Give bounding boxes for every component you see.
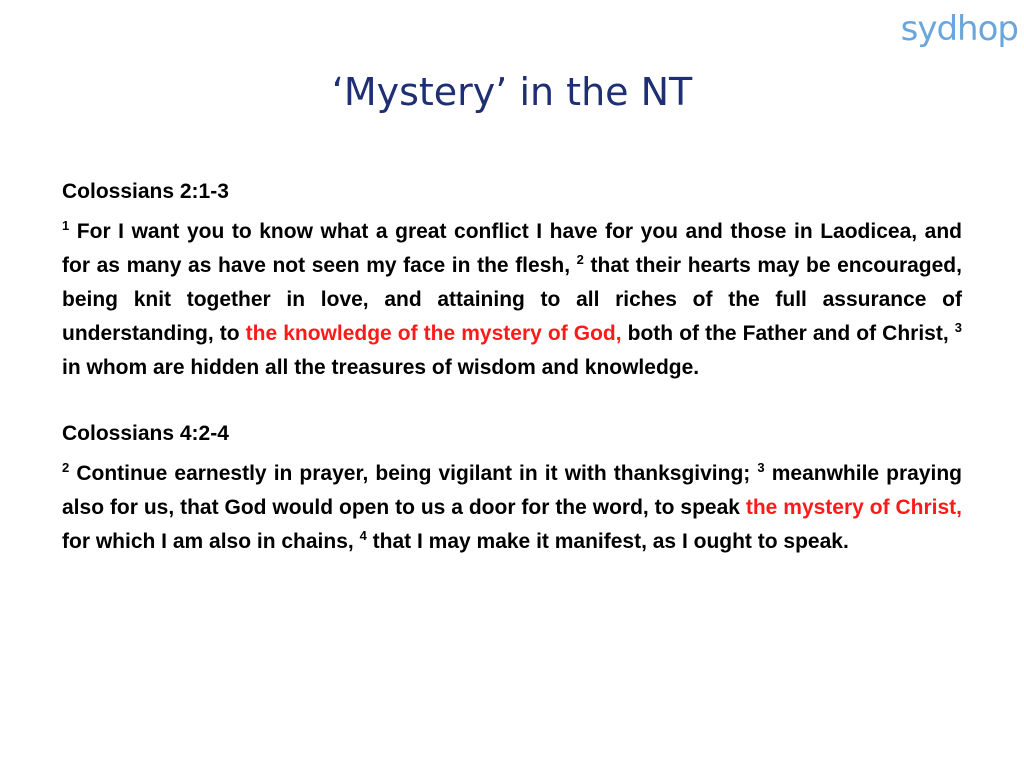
sydhop-logo: sydhop (900, 9, 1018, 49)
verse-text: that I may make it manifest, as I ought to speak. (372, 530, 849, 553)
verse-number: 1 (62, 218, 70, 233)
verse-number: 3 (757, 460, 765, 475)
passage-text-2 (62, 457, 962, 559)
passage-reference-2: Colossians 4:2-4 (62, 422, 229, 445)
verse-text: that their hearts may be encouraged, being knit together in love, and attaining to all riches of the full assurance of understanding, to (62, 254, 962, 345)
slide-title: ‘Mystery’ in the NT (331, 70, 693, 114)
verse-text: for which I am also in chains, (62, 530, 354, 553)
highlighted-phrase: the knowledge of the mystery of God, (245, 322, 622, 345)
passage-text-1 (62, 215, 962, 385)
slide-content (62, 175, 962, 559)
highlighted-phrase: the mystery of Christ, (745, 496, 962, 519)
verse-text: Continue earnestly in prayer, being vigilant in it with thanksgiving; (76, 462, 751, 485)
verse-text: in whom are hidden all the treasures of wisdom and knowledge. (62, 356, 700, 379)
verse-number: 3 (954, 320, 963, 335)
verse-number: 2 (576, 252, 584, 267)
verse-text: For I want you to know what a great conflict I have for you and those in Laodicea, and for as many as have not seen my face in the flesh, (62, 220, 962, 277)
passage-reference-1: Colossians 2:1-3 (62, 180, 229, 203)
verse-number: 4 (359, 528, 367, 543)
verse-number: 2 (62, 460, 70, 475)
verse-text: meanwhile praying also for us, that God would open to us a door for the word, to speak (62, 462, 963, 519)
verse-text: both of the Father and of Christ, (627, 322, 949, 345)
